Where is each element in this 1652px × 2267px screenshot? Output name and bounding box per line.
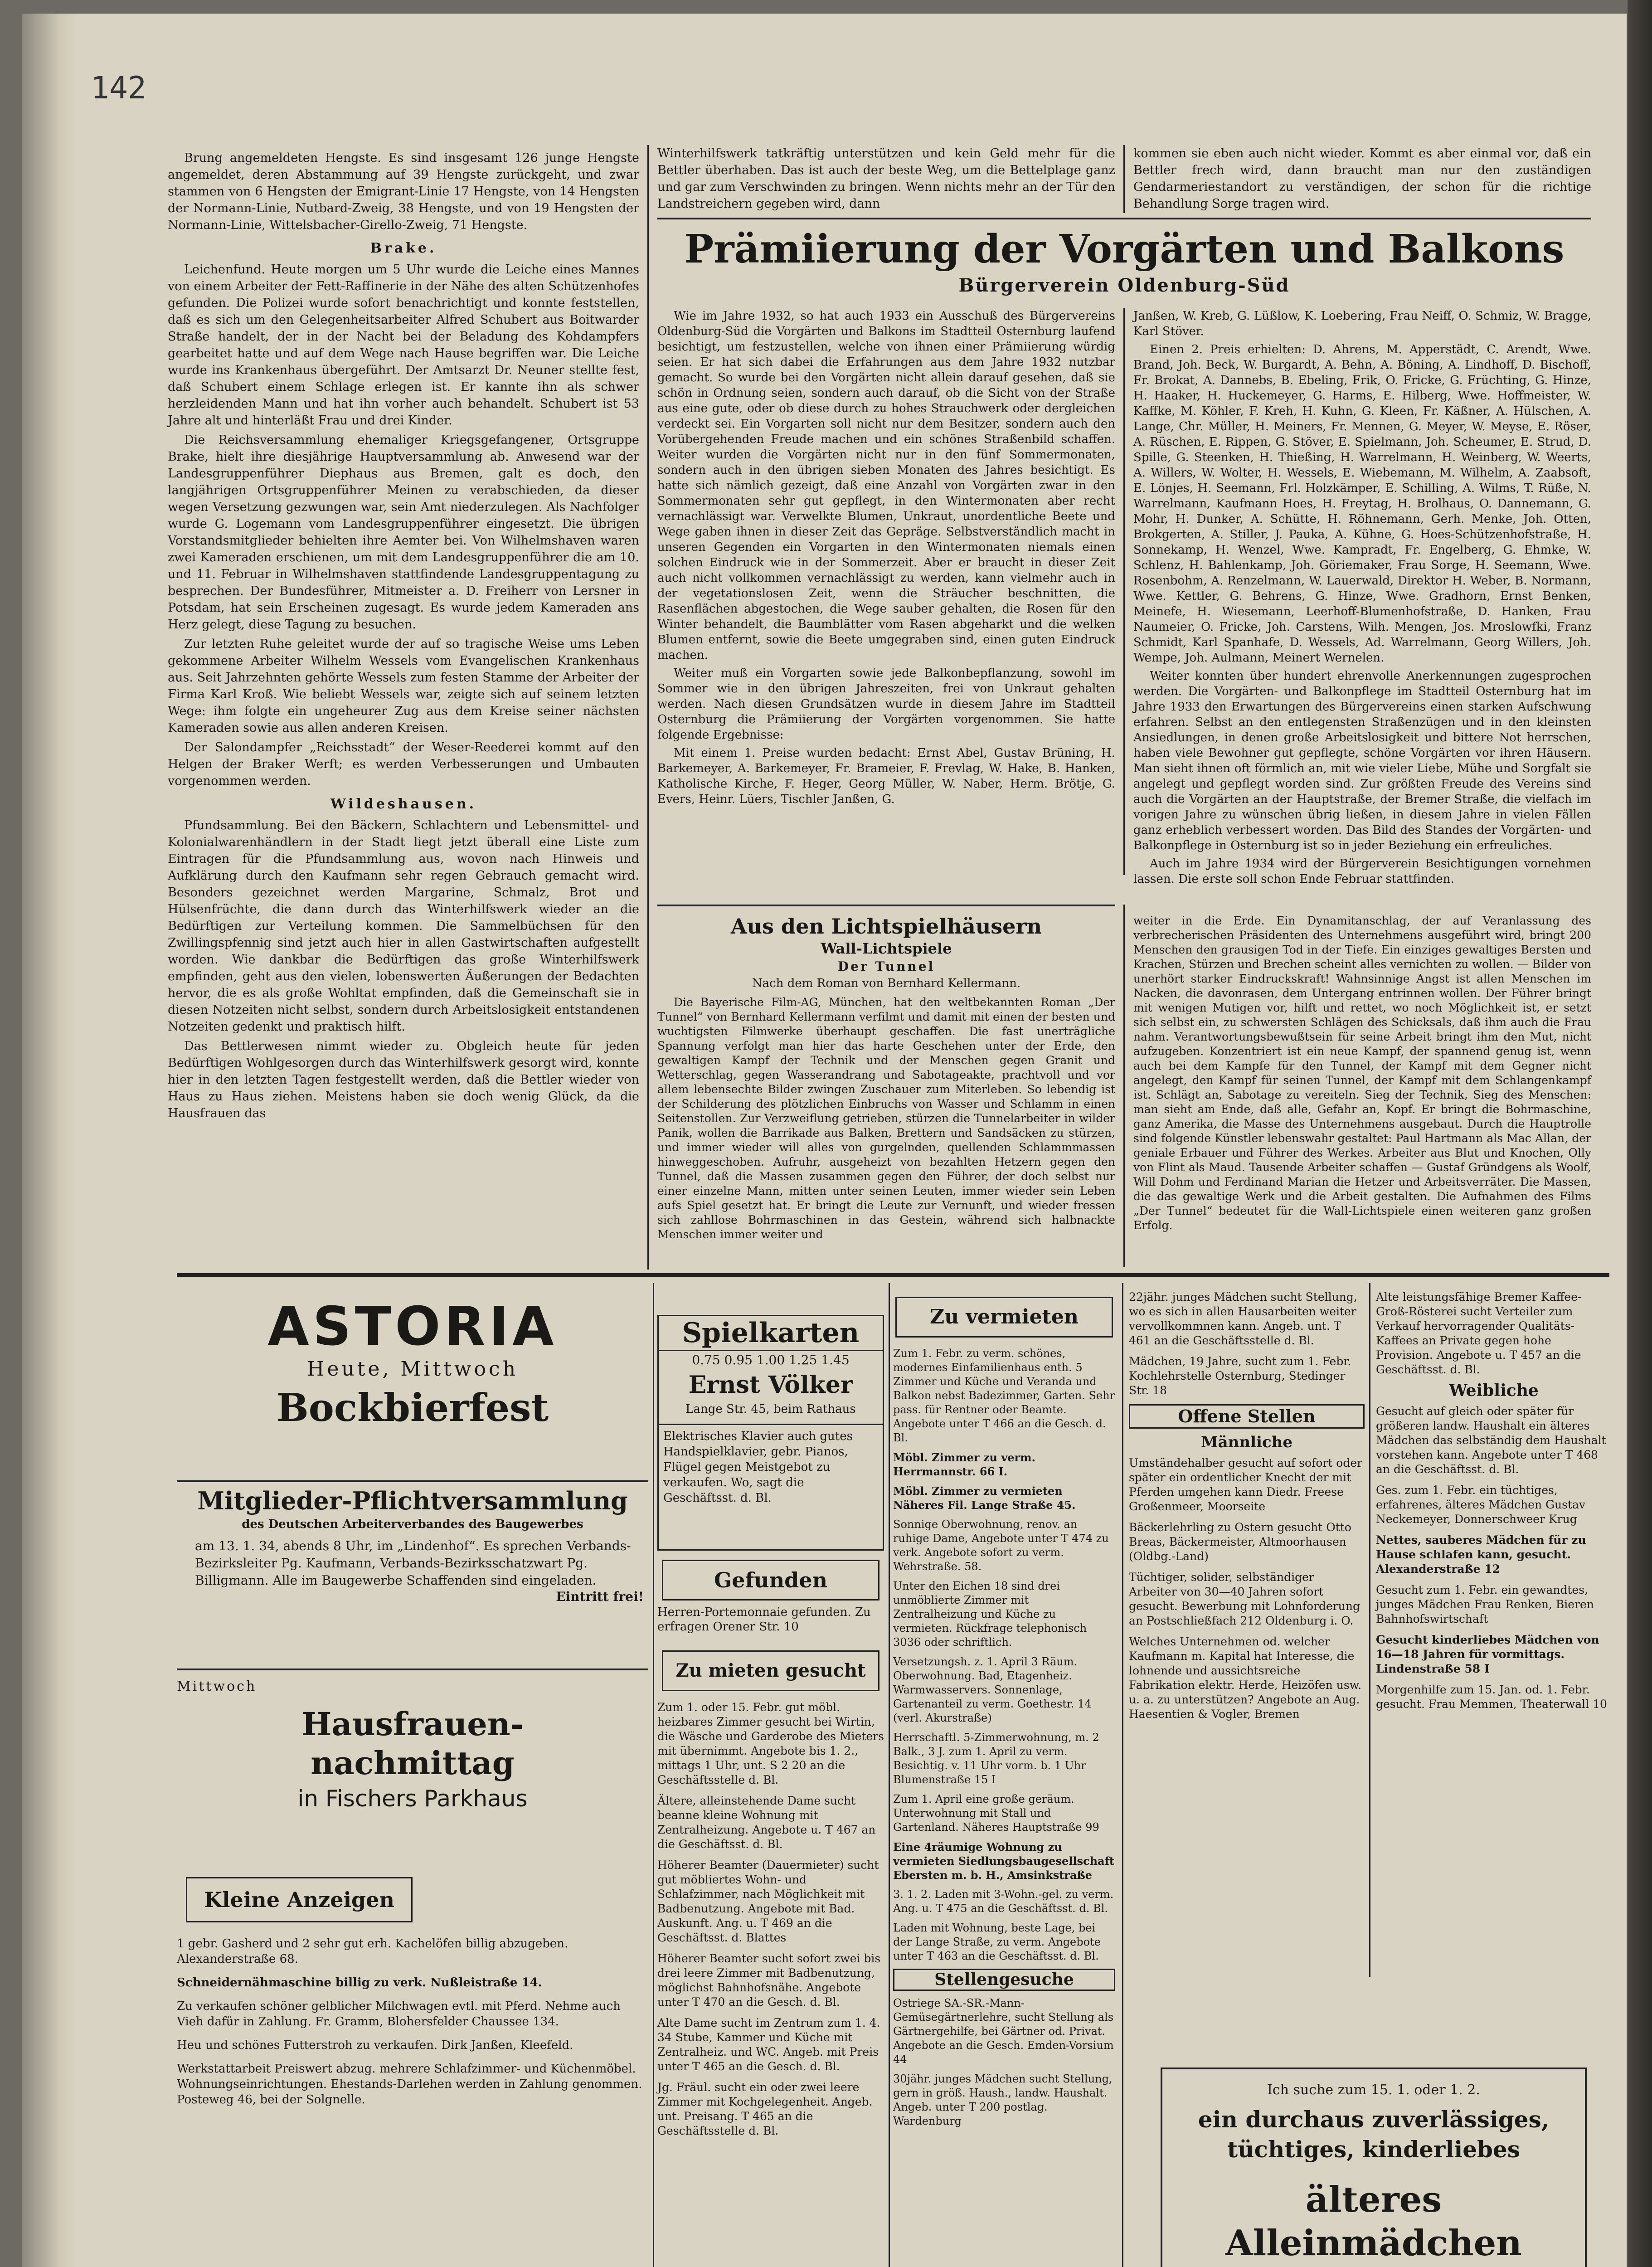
column-rule (1123, 145, 1125, 213)
section-label: Männliche (1201, 1433, 1292, 1451)
classifieds-column-5 (1376, 1290, 1612, 1984)
classified-ad: Welches Unternehmen od. welcher Kaufmann m. Kapital hat Interesse, die lohnende und aussichtsreiche Fabrikation elektr. Herde, Heizöfen usw. u. a. zu unterstützen? Angebote an Aug. Haesentien & Vogler, Bremen (1129, 1635, 1362, 1721)
classified-ad: Schneidernähmaschine billig zu verk. Nußleistraße 14. (177, 1976, 542, 1990)
article-text: Das Bettlerwesen nimmt wieder zu. Obgleich heute für jeden Bedürftigen Wohlgesorgen durch das Winterhilfswerk gesorgt wird, konnte hier in den letzten Tagen festgestellt werden, daß die Bettler wieder von Haus zu Haus ziehen. Meistens haben sie doch wenig Glück, da die Hausfrauen das (168, 1039, 639, 1120)
classifieds-header: Kleine Anzeigen (186, 1877, 413, 1922)
article-text: Der Salondampfer „Reichsstadt“ der Weser-Reederei kommt auf den Helgen der Braker Werft; es werden Verbesserungen und Umbauten vorgenommen werden. (168, 740, 639, 788)
classified-ad: Zum 1. oder 15. Febr. gut möbl. heizbares Zimmer gesucht bei Wirtin, die Wäsche und Garderobe des Mieters mit übernimmt. Angebote bis 1. 2., mittags 1 Uhr, unt. S 2 20 an die Geschäftsstelle d. Bl. (657, 1701, 884, 1786)
cinema-column-left (657, 995, 1115, 1267)
classifieds-column-3 (893, 1347, 1115, 2267)
article-text: Die Bayerische Film-AG, München, hat den weltbekannten Roman „Der Tunnel“ von Bernhard Kellermann verfilmt und damit mit einen der besten und wuchtigsten Filmwerke überhaupt geschaffen. Die fast unerträgliche Spannung verfolgt man hier das harte Geschehen unter der Erde, den gewaltigen Kampf der Technik und der Menschen gegen Granit und Wetterschlag, gegen Wasserandrang und Sabotageakte, prachtvoll und vor allem lebensechte Bilder zwingen Zuschauer zum Miterleben. So lebendig ist der Schilderung des plötzlichen Einbruchs von Wasser und Schlamm in einen Seitenstollen. Zur Verzweiflung getrieben, stürzen die Tunnelarbeiter in wilder Panik, wollen die Barrikade aus Balken, Brettern und Sandsäcken zu stürzen, und immer wieder will alles von gurgelnden, quellenden Schlammmassen hinweggeschoben. Aufruhr, ausgeheizt von bezahlten Hetzern gegen den Tunnel, daß die Massen zusammen gegen den Führer, der doch selbst nur einer einzelne Mann, mitten unter seinen Leuten, immer wieder sein Leben aufs Spiel gesetzt hat. Er bringt die Leute zur Vernunft, und wieder fressen sich zahllose Bohrmaschinen in das Gestein, während sich halbnackte Menschen immer weiter und (657, 996, 1115, 1241)
classified-ad: Nettes, sauberes Mädchen für zu Hause schlafen kann, gesucht. Alexanderstraße 12 (1376, 1533, 1586, 1576)
section-divider (657, 218, 1591, 219)
astoria-ad (177, 1297, 648, 1469)
article-text: Weiter muß ein Vorgarten sowie jede Balkonbepflanzung, sowohl im Sommer wie in den übrigen Jahreszeiten, frei von Unkraut gehalten werden. Nach diesen Grundsätzen wurde in diesem Jahre im Stadtteil Osternburg die Prämiierung der Vorgärten vorgenommen. Sie hatte folgende Ergebnisse: (657, 666, 1115, 742)
news-continuation: Winterhilfswerk tatkräftig unterstützen und kein Geld mehr für die Bettler überhaben. Das ist auch der beste Weg, um die Bettelplage ganz und gar zum Verschwinden zu bringen. Wenn nichts mehr an der Tür den Landstreichern gegeben wird, dann (657, 146, 1115, 211)
classified-ad: Höherer Beamter (Dauermieter) sucht gut möbliertes Wohn- und Schlafzimmer, nach Möglichkeit mit Badbenutzung. Angebote mit Bad. Auskunft. Ang. u. T 469 an die Geschäftsst. d. Blattes (657, 1858, 879, 1944)
ad-divider (177, 1669, 648, 1670)
classified-ad: Zum 1. Febr. zu verm. schönes, modernes Einfamilienhaus enth. 5 Zimmer und Küche und Veranda und Balkon nebst Badezimmer, Garten. Sehr pass. für Rentner oder Beamte. Angebote unter T 466 an die Gesch. d. Bl. (893, 1347, 1115, 1444)
classified-ad: Möbl. Zimmer zu verm. Herrmannstr. 66 I. (893, 1451, 1035, 1478)
meeting-org: des Deutschen Arbeiterverbandes des Baugewerbes (242, 1518, 583, 1531)
classified-ad: Gesucht zum 1. Febr. ein gewandtes, junges Mädchen Frau Renken, Bieren Bahnhofswirtschaft (1376, 1583, 1594, 1625)
classified-ad: 3. 1. 2. Laden mit 3-Wohn.-gel. zu verm. Ang. u. T 475 an die Geschäftsst. d. Bl. (893, 1888, 1114, 1915)
spielkarten-ad (657, 1315, 884, 1551)
classified-ad: Zum 1. April eine große geräum. Unterwohnung mit Stall und Gartenland. Näheres Hauptstraße 99 (893, 1793, 1099, 1834)
classified-ad: Mädchen, 19 Jahre, sucht zum 1. Febr. Kochlehrstelle Osternburg, Stedinger Str. 18 (1129, 1355, 1351, 1397)
classified-ad: Werkstattarbeit Preiswert abzug. mehrere Schlafzimmer- und Küchenmöbel. Wohnungseinrichtungen. Ehestands-Darlehen werden in Zahlung genommen. Posteweg 46, bei der Solgnelle. (177, 2062, 642, 2106)
meeting-ad (177, 1485, 648, 1666)
spielkarten-shop: Ernst Völker (688, 1371, 853, 1399)
classified-ad: Versetzungsh. z. 1. April 3 Räum. Oberwohnung. Bad, Etagenheiz. Warmwasservers. Sonnenlage, Gartenanteil zu verm. Goethestr. 14 (verl. Akurstraße) (893, 1655, 1092, 1724)
classified-ad: Jg. Fräul. sucht ein oder zwei leere Zimmer mit Kochgelegenheit. Angeb. unt. Preisang. T 465 an die Geschäftsstelle d. Bl. (657, 2081, 873, 2137)
meeting-entry: Eintritt frei! (556, 1589, 644, 1604)
classified-ad: Sonnige Oberwohnung, renov. an ruhige Dame, Angebote unter T 474 zu verk. Angebote sofort zu verm. Wehrstraße. 58. (893, 1518, 1109, 1573)
classifieds-column-4 (1129, 1290, 1365, 1984)
page-number: 142 (91, 70, 146, 106)
film-source: Nach dem Roman von Bernhard Kellermann. (752, 977, 1021, 990)
article-column-right (1133, 308, 1591, 886)
spielkarten-title: Spielkarten (659, 1316, 883, 1351)
classified-ad: Ältere, alleinstehende Dame sucht beanne kleine Wohnung mit Zentralheizung. Angebote u. T 467 an die Geschäftsst. d. Bl. (657, 1794, 876, 1851)
classified-ad: 22jähr. junges Mädchen sucht Stellung, wo es sich in allen Hausarbeiten weiter vervollkommnen kann. Angeb. unt. T 461 an die Geschäftsstelle d. Bl. (1129, 1290, 1357, 1347)
section-label: Weibliche (1449, 1381, 1539, 1400)
job-seekers-header: Stellengesuche (893, 1969, 1115, 1991)
classified-ad: Möbl. Zimmer zu vermieten Näheres Fil. Lange Straße 45. (893, 1484, 1076, 1512)
prize-list: Einen 2. Preis erhielten: D. Ahrens, M. Apperstädt, C. Arendt, Wwe. Brand, Joh. Beck, W. Burgardt, A. Behn, A. Böning, A. Lindhoff, D. Bischoff, Fr. Brokat, A. Dannebs, B. Ebeling, Frik, O. Fricke, G. Früchting, G. Hinze, H. Haaker, H. Huckemeyer, G. Harms, E. Hilberg, Wwe. Hoffmeister, W. Kaffke, M. Köhler, F. Kreh, H. Kuhn, G. Kleen, Fr. Käßner, A. Hülschen, A. Lange, Chr. Müller, H. Meiners, Fr. Mennen, G. Meyer, W. Meyse, E. Röser, A. Rüschen, E. Rippen, G. Stöver, E. Spielmann, Joh. Scheumer, E. Strud, D. Spille, G. Steenken, H. Thießing, H. Warrelmann, H. Weinberg, W. Weerts, A. Willers, W. Wolter, H. Wessels, E. Wiebemann, M. Wilhelm, A. Zaabsoft, E. Lönjes, H. Seemann, Frl. Holzkämper, E. Schilling, A. Wilms, T. Rüße, N. Warrelmann, Kaufmann Hoes, H. Freytag, H. Brolhaus, O. Dannemann, G. Mohr, H. Dunker, A. Schütte, H. Röhnemann, Gerh. Menke, Joh. Otten, Brokgerten, A. Stiller, J. Pauka, A. Kühne, G. Hoes-Schützenhofstraße, H. Sonnekamp, H. Wenzel, Wwe. Kampradt, Fr. Engelberg, G. Ehmke, W. Schlenz, H. Bahlenkamp, Joh. Göriemaker, Frau Sorge, H. Seemann, Wwe. Rosenbohm, A. Renzelmann, W. Lauerwald, Direktor H. Weber, B. Normann, Wwe. Kettler, G. Behrens, G. Hinze, Wwe. Gradhorn, Ernst Benken, Meinefe, H. Wiesemann, Leerhoff-Blumenhofstraße, D. Hanken, Frau Naumeier, O. Fricke, Joh. Carstens, Wilh. Mengen, Jos. Mroslowfki, Franz Schmidt, Karl Spanhafe, D. Wessels, Ad. Warrelmann, Georg Willers, Joh. Wempe, Joh. Aulmann, Meinert Wernelen. (1133, 343, 1591, 665)
article-text: Auch im Jahre 1934 wird der Bürgerverein Besichtigungen vornehmen lassen. Die erste soll schon Ende Februar stattfinden. (1133, 857, 1591, 886)
column-rule (1369, 1283, 1370, 1977)
piano-ad: Elektrisches Klavier auch gutes Handspielklavier, gebr. Pianos, Flügel gegen Meistgebot zu verkaufen. Wo, sagt die Geschäftsst. d. Bl. (659, 1424, 883, 1509)
found-header: Gefunden (662, 1560, 879, 1601)
classifieds-column-1 (177, 1936, 648, 2267)
column-rule (1123, 905, 1125, 1267)
article-text: weiter in die Erde. Ein Dynamitanschlag, der auf Veranlassung des verbrecherischen Präsidenten des Unternehmens ausgeführt wird, bringt 200 Menschen den grausigen Tod in der Tiefe. Ein einziges gewaltiges Bersten und Krachen, Stürzen und Brechen scheint alles vernichten zu wollen. — Bilder von unerhört starker Eindruckskraft! Wahnsinnige Angst ist allen Menschen im Nacken, die davonrasen, dem Untergang entrinnen wollen. Der Führer bringt mit wenigen Mutigen vor, hilft und rettet, wo noch Möglichkeit ist, er setzt sich selbst ein, zu schwersten Schlägen des Schicksals, daß ihm auch die Frau nahm. Verantwortungsbewußtsein für seine Arbeit bringt ihm den Mut, nicht aufzugeben. Konzentriert ist ein neue Kampf, der spannend genug ist, wenn auch bei dem Kampfe für den Tunnel, der Kampf mit dem Gegner nicht angelegt, den Kampf für seinen Tunnel, der Kampf mit dem Schlangenkampf ist. Schlägt an, Sabotage zu vereiteln. Sieg der Technik, Sieg des Menschen: man sieht am Ende, daß alle, Gefahr an, Kopf. Er bringt die Bohrmaschine, ganz Amerika, die Masse des Unternehmens ausgebaut. Durch die Hauptrolle sind folgende Künstler lebenswahr gestaltet: Paul Hartmann als Mac Allan, der geniale Erbauer und Führer des Werkes. Arbeiter aus Blut und Knochen, Olly von Flint als Maud. Tausende Arbeiter schaffen — Gustaf Gründgens als Woolf, Will Dohm und Ferdinand Marian die Hetzer und Arbeitsverräter. Die Massen, die das gewaltige Werk und die Arbeit gestalten. Die Aufnahmen des Films „Der Tunnel“ bedeutet für die Wall-Lichtspiele einen weiteren ganz großen Erfolg. (1133, 914, 1591, 1232)
classified-ad: Umständehalber gesucht auf sofort oder später ein ordentlicher Knecht der mit Pferden umgehen kann Diedr. Freese Großenmeer, Moorseite (1129, 1456, 1363, 1513)
classified-ad: 30jähr. junges Mädchen sucht Stellung, gern in größ. Haush., landw. Haushalt. Angeb. unter T 200 postlag. Wardenburg (893, 2072, 1113, 2127)
spielkarten-prices: 0.75 0.95 1.00 1.25 1.45 (692, 1352, 850, 1367)
section-heading: Wildeshausen. (330, 796, 477, 812)
column-rule (647, 145, 649, 1270)
prize-list: Janßen, W. Kreb, G. Lüßlow, K. Loebering, Frau Neiff, O. Schmiz, W. Bragge, Karl Stöver. (1133, 309, 1591, 338)
classified-ad: Zu verkaufen schöner gelblicher Milchwagen evtl. mit Pferd. Nehme auch Vieh dafür in Zahlung. Fr. Gramm, Blohersfelder Chaussee 134. (177, 1999, 621, 2029)
cinema-headline: Aus den Lichtspielhäusern (730, 914, 1042, 939)
classified-ad: Laden mit Wohnung, beste Lage, bei der Lange Straße, zu verm. Angebote unter T 463 an die Geschäftsst. d. Bl. (893, 1922, 1101, 1962)
prize-list: Mit einem 1. Preise wurden bedacht: Ernst Abel, Gustav Brüning, H. Barkemeyer, A. Barkemeyer, Fr. Brameier, F. Frevlag, W. Hake, B. Hanken, Katholische Kirche, F. Heger, Georg Müller, W. Naber, Herm. Brötje, G. Evers, Heinr. Lüers, Tischler Janßen, G. (657, 746, 1115, 806)
astoria-date: Heute, Mittwoch (306, 1357, 519, 1381)
article-text: Zur letzten Ruhe geleitet wurde der auf so tragische Weise ums Leben gekommene Arbeiter Wilhelm Wessels vom Evangelischen Krankenhaus aus. Seit Jahrzehnten gehörte Wessels zum festen Stamme der Arbeiter der Firma Karl Kroß. Wie beliebt Wessels war, zeigte sich auf seinem letzten Wege: ihm folgte ein ungeheurer Zug aus dem Kreise seiner nächsten Kameraden sowie aus allen anderen Kreisen. (168, 637, 639, 735)
classified-ad: Ges. zum 1. Febr. ein tüchtiges, erfahrenes, älteres Mädchen Gustav Neckemeyer, Donnerschweer Krug (1376, 1484, 1586, 1526)
classified-ad: Herrschaftl. 5-Zimmerwohnung, m. 2 Balk., 3 J. zum 1. April zu verm. Besichtig. v. 11 Uhr vorm. b. 1 Uhr Blumenstraße 15 I (893, 1731, 1099, 1786)
hausfrauen-ad (177, 1678, 648, 1868)
classified-ad: Heu und schönes Futterstroh zu verkaufen. Dirk Janßen, Kleefeld. (177, 2038, 573, 2052)
column-rule (889, 1283, 890, 2267)
sander-ad (1161, 2068, 1587, 2267)
sander-position: älteres Alleinmädchen (1225, 2179, 1522, 2264)
classified-ad: Gesucht kinderliebes Mädchen von 16—18 Jahren für vormittags. Lindenstraße 58 I (1376, 1633, 1599, 1675)
wanted-header: Zu mieten gesucht (662, 1650, 879, 1691)
classified-ad: Tüchtiger, solider, selbständiger Arbeiter von 30—40 Jahren sofort gesucht. Bewerbung mit Lohnforderung an Postschließfach 212 Oldenburg i. O. (1129, 1571, 1360, 1627)
astoria-name: ASTORIA (267, 1295, 558, 1357)
classified-ad: Höherer Beamter sucht sofort zwei bis drei leere Zimmer mit Badbenutzung, möglichst Bahnhofsnähe. Angebote unter T 470 an die Gesch. d. Bl. (657, 1952, 881, 2009)
page-edge (1628, 0, 1652, 2267)
article-text: Wie im Jahre 1932, so hat auch 1933 ein Ausschuß des Bürgervereins Oldenburg-Süd die Vorgärten und Balkons im Stadtteil Osternburg laufend besichtigt, um festzustellen, welche von ihnen einer Prämiierung würdig seien. Er hat sich dabei die Erfahrungen aus dem Jahre 1932 nutzbar gemacht. So wurde bei den Vorgärten nicht allein darauf gesehen, daß sie schön in Ordnung seien, sondern auch darauf, ob die Sicht von der Straße aus eine gute, oder ob diese durch zu hohes Strauchwerk oder dergleichen verdeckt sei. Ein Vorgarten soll nicht nur dem Besitzer, sondern auch den Vorübergehenden Freude machen und ein schönes Straßenbild schaffen. Weiter wurden die Vorgärten nicht nur in den fünf Sommermonaten, sondern auch in den übrigen sieben Monaten des Jahres besichtigt. Es hatte sich nämlich gezeigt, daß eine Anzahl von Vorgärten zwar in den Sommermonaten sehr gut gepflegt, in den Wintermonaten aber recht vernachlässigt war. Verwelkte Blumen, Unkraut, unordentliche Beete und Wege gaben ihnen in dieser Zeit das Gepräge. Selbstverständlich macht in unseren Gegenden ein Vorgarten in den Wintermonaten niemals einen solchen Eindruck wie in der Sommerzeit. Aber er braucht in dieser Zeit auch nicht vollkommen vernachlässigt zu werden, kann vielmehr auch in der vegetationslosen Zeit, wenn die Sträucher beschnitten, die Rasenflächen abgestochen, die Wege sauber gehalten, die Rosen für den Winter behandelt, die Baumblätter vom Rasen abgeharkt und die welken Blumen entfernt, sowie die Beete umgegraben sind, einen guten Eindruck machen. (657, 309, 1115, 662)
cinema-venue: Wall-Lichtspiele (821, 940, 952, 957)
hausfrauen-title: Hausfrauen-nachmittag (301, 1705, 524, 1782)
classified-ad: 1 gebr. Gasherd und 2 sehr gut erh. Kachelöfen billig abzugeben. Alexanderstraße 68. (177, 1937, 568, 1966)
article-text: Pfundsammlung. Bei den Bäckern, Schlachtern und Lebensmittel- und Kolonialwarenhändlern in der Stadt liegt jetzt überall eine Liste zum Eintragen für die Pfundsammlung aus, wovon nach Hinweis und Aufklärung durch den Kaufmann sehr regen Gebrauch gemacht wird. Besonders gezeichnet werden Margarine, Schmalz, Brot und Hülsenfrüchte, die dann durch das Winterhilfswerk wieder an die Bedürftigen zur Verteilung kommen. Die Sammelbüchsen für den Zwillingspfennig sind jetzt auch hier in allen Gastwirtschaften aufgestellt worden. Wie dankbar die Bedürftigen das große Winterhilfswerk empfinden, geht aus den vielen, lobenswerten Äußerungen der Bedachten hervor, die es als große Wohltat empfinden, daß die Gemeinschaft sie in diesen Notzeiten nicht selbst, sondern durch Arbeitslosigkeit entstandenen Notzeiten gedenkt und praktisch hilft. (168, 818, 639, 1034)
sander-desc: ein durchaus zuverlässiges, tüchtiges, kinderliebes (1198, 2106, 1550, 2163)
astoria-event: Bockbierfest (276, 1385, 549, 1430)
news-column-1 (168, 150, 639, 1374)
column-rule (1122, 1283, 1123, 2267)
classifieds-column-2 (657, 1700, 884, 2267)
section-divider (657, 905, 1115, 906)
hausfrauen-place: in Fischers Parkhaus (297, 1785, 528, 1812)
for-rent-header: Zu vermieten (895, 1297, 1113, 1338)
cinema-column-right (1133, 914, 1591, 1267)
classified-ad: Alte leistungsfähige Bremer Kaffee-Groß-Rösterei sucht Verteiler zum Verkauf hervorragender Qualitäts-Kaffees an Private gegen hohe Provision. Angebote u. T 457 an die Geschäftsst. d. Bl. (1376, 1290, 1582, 1376)
hausfrauen-day: Mittwoch (177, 1678, 257, 1694)
ad-divider (177, 1480, 648, 1482)
binding-spine (22, 14, 76, 2267)
article-text: Leichenfund. Heute morgen um 5 Uhr wurde die Leiche eines Mannes von einem Arbeiter der Fett-Raffinerie in der Nähe des alten Schützenhofes gefunden. Die Polizei wurde sofort benachrichtigt und konnte feststellen, daß es sich um den Gelegenheitsarbeiter Alfred Schubert aus Boitwarder Straße handelt, der in der Nacht bei der Beladung des Kohdampfers gearbeitet hatte und auf dem Wege nach Hause begriffen war. Die Leiche wurde ins Krankenhaus übergeführt. Der Amtsarzt Dr. Neuner stellte fest, daß Schubert einem Schlage erlegen ist. Er kannte ihn als schwer herzleidenden Mann und hat ihn vorher auch behandelt. Schubert ist 53 Jahre alt und hinterläßt Frau und drei Kinder. (168, 263, 639, 428)
article-text: Brung angemeldeten Hengste. Es sind insgesamt 126 junge Hengste angemeldet, deren Abstammung auf 39 Hengste zurückgeht, und zwar stammen von 6 Hengsten der Emigrant-Linie 17 Hengste, von 14 Hengsten der Normann-Linie, Nutbard-Zweig, 38 Hengste, und von 19 Hengsten der Normann-Linie, Wittelsbacher-Girello-Zweig, 71 Hengste. (168, 151, 639, 232)
article-text: Die Reichsversammlung ehemaliger Kriegsgefangener, Ortsgruppe Brake, hielt ihre diesjährige Hauptversammlung ab. Anwesend war der Landesgruppenführer Diephaus aus Bremen, galt es doch, den langjährigen Ortsgruppenführer Meinen zu verabschieden, da dieser wegen Versetzung gezwungen war, sein Amt niederzulegen. Als Nachfolger wurde G. Logemann vom Landesgruppenführer eingesetzt. Die übrigen Vorstandsmitglieder behielten ihre Aemter bei. Von Wilhelmshaven waren zwei Kameraden erschienen, um mit dem Landesgruppenführer die am 10. und 11. Februar in Wilhelmshaven stattfindende Landesgruppentagung zu besprechen. Der Bundesführer, Mitmeister a. D. Freiherr von Lersner in Potsdam, hat sein Erscheinen zugesagt. Es wurde jedem Kameraden ans Herz gelegt, diese Tagung zu besuchen. (168, 433, 639, 632)
spielkarten-address: Lange Str. 45, beim Rathaus (685, 1402, 856, 1416)
sander-intro: Ich suche zum 15. 1. oder 1. 2. (1267, 2082, 1480, 2098)
classified-ad: Alte Dame sucht im Zentrum zum 1. 4. 34 Stube, Kammer und Küche mit Zentralheiz. und WC. Angeb. mit Preis unter T 465 an die Gesch. d. Bl. (657, 2016, 880, 2073)
classified-ad: Morgenhilfe zum 15. Jan. od. 1. Febr. gesucht. Frau Memmen, Theaterwall 10 (1376, 1683, 1607, 1711)
classified-ad: Bäckerlehrling zu Ostern gesucht Otto Breas, Bäckermeister, Altmoorhausen (Oldbg.-Land) (1129, 1521, 1351, 1563)
section-heading: Brake. (370, 240, 437, 256)
article-column-left (657, 308, 1115, 875)
classified-ad: Ostriege SA.-SR.-Mann-Gemüsegärtnerlehre, sucht Stellung als Gärtnergehilfe, bei Gärtner od. Privat. Angebote an die Gesch. Emden-Vorsium 44 (893, 1997, 1114, 2066)
job-offers-header: Offene Stellen (1129, 1404, 1365, 1429)
film-title: Der Tunnel (837, 959, 935, 974)
meeting-details: am 13. 1. 34, abends 8 Uhr, im „Lindenhof“. Es sprechen Verbands-Bezirksleiter Pg. Kaufmann, Verbands-Bezirksschatzwart Pg. Billigmann. Alle im Baugewerbe Schaffenden sind eingeladen. (195, 1538, 631, 1588)
column-rule (653, 1283, 654, 2267)
article-headline: Prämiierung der Vorgärten und Balkons (684, 226, 1565, 272)
article-text: Weiter konnten über hundert ehrenvolle Anerkennungen zugesprochen werden. Die Vorgärten- und Balkonpflege im Stadtteil Osternburg hat im Jahre 1933 den Erwartungen des Bürgervereins einen starken Aufschwung erfahren. Selbst an den entlegensten Straßenzügen und in den kleinsten Ansiedlungen, in denen große Arbeitslosigkeit und bittere Not herrschen, haben viele Bewohner gut gepflegte, schöne Vorgärten vor ihren Häusern. Man sieht ihnen oft förmlich an, mit wie vieler Liebe, Mühe und Sorgfalt sie angelegt und gepflegt worden sind. Zur größten Freude des Vereins sind auch die Vorgärten an der Hauptstraße, der Bremer Straße, die vielfach im vorigen Jahre zu wünschen übrig ließen, in diesem Jahre in vielen Fällen ganz erheblich verbessert worden. Das Bild des Standes der Vorgärten- und Balkonpflege in Osternburg ist so in jeder Beziehung ein erfreuliches. (1133, 669, 1591, 852)
meeting-title: Mitglieder-Pflichtversammlung (197, 1486, 628, 1515)
classified-ad: Unter den Eichen 18 sind drei unmöblierte Zimmer mit Zentralheizung und Küche zu vermieten. Rückfrage telephonisch 3036 oder schriftlich. (893, 1580, 1087, 1649)
classified-ad: Eine 4räumige Wohnung zu vermieten Siedlungsbaugesellschaft Ebersten m. b. H., Amsinkstraße (893, 1840, 1114, 1882)
found-ad: Herren-Portemonnaie gefunden. Zu erfragen Orener Str. 10 (657, 1605, 871, 1634)
column-rule (1123, 308, 1125, 875)
article-subhead: Bürgerverein Oldenburg-Süd (958, 275, 1290, 296)
classified-ad: Gesucht auf gleich oder später für größeren landw. Haushalt ein älteres Mädchen das selbständig dem Haushalt vorstehen kann. Angebote unter T 468 an die Geschäftsst. d. Bl. (1376, 1405, 1606, 1476)
ads-divider (177, 1273, 1609, 1277)
news-continuation: kommen sie eben auch nicht wieder. Kommt es aber einmal vor, daß ein Bettler frech wird, dann braucht man nur den zuständigen Gendarmeriestandort zu verständigen, der schon für die richtige Behandlung Sorge tragen wird. (1133, 146, 1591, 211)
